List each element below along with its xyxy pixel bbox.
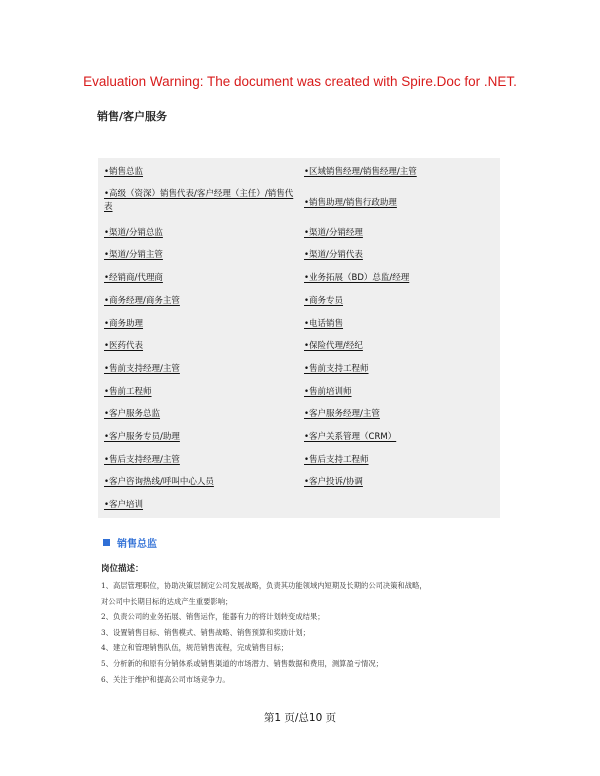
job-link[interactable]: •售前工程师 — [104, 387, 152, 397]
job-link[interactable]: •业务拓展（BD）总监/经理 — [304, 273, 410, 283]
job-link[interactable]: •高级（资深）销售代表/客户经理（主任）/销售代表 — [104, 189, 294, 212]
job-link[interactable]: •医药代表 — [104, 341, 144, 351]
section-title: 销售/客户服务 — [97, 110, 168, 123]
description-line: 5、分析新的和原有分销体系或销售渠道的市场潜力、销售数据和费用，测算盈亏情况； — [101, 658, 383, 668]
job-link[interactable]: •客户服务总监 — [104, 409, 161, 419]
job-category-panel — [98, 158, 500, 518]
description-body — [101, 578, 511, 687]
job-link[interactable]: •保险代理/经纪 — [304, 341, 363, 351]
job-link[interactable]: •售后支持工程师 — [304, 455, 369, 465]
job-link[interactable]: •渠道/分销代表 — [304, 250, 363, 260]
job-link[interactable]: •客户投诉/协调 — [304, 477, 363, 487]
job-link[interactable]: •客户培训 — [104, 500, 144, 510]
job-link[interactable]: •客户咨询热线/呼叫中心人员 — [104, 477, 214, 487]
job-link[interactable]: •经销商/代理商 — [104, 273, 163, 283]
job-link[interactable]: •渠道/分销主管 — [104, 250, 163, 260]
job-link[interactable]: •区域销售经理/销售经理/主管 — [304, 167, 417, 177]
job-link[interactable]: •销售助理/销售行政助理 — [304, 198, 397, 208]
job-link[interactable]: •客户关系管理（CRM） — [304, 432, 397, 442]
square-bullet-icon — [103, 539, 110, 546]
job-link[interactable]: •售前支持经理/主管 — [104, 364, 180, 374]
description-line: 对公司中长期目标的达成产生重要影响； — [101, 596, 233, 606]
job-link[interactable]: •销售总监 — [104, 167, 144, 177]
sub-heading-label: 销售总监 — [117, 539, 157, 550]
description-line: 6、关注于维护和提高公司市场竞争力。 — [101, 674, 230, 684]
evaluation-warning: Evaluation Warning: The document was created with Spire.Doc for .NET. — [83, 74, 517, 89]
job-link[interactable]: •售前培训师 — [304, 387, 352, 397]
job-link[interactable]: •电话销售 — [304, 319, 344, 329]
description-line: 1、高层管理职位，协助决策层制定公司发展战略，负责其功能领域内短期及长期的公司决策和战略， — [101, 581, 427, 590]
description-line: 2、负责公司的业务拓展、销售运作，能器有力的将计划转变成结果； — [101, 612, 325, 622]
description-title: 岗位描述： — [101, 564, 144, 574]
job-link[interactable]: •渠道/分销经理 — [304, 228, 363, 238]
job-link[interactable]: •商务专员 — [304, 296, 344, 306]
sub-heading — [103, 535, 157, 550]
description-line: 4、建立和管理销售队伍，规范销售流程，完成销售目标； — [101, 643, 289, 653]
job-link[interactable]: •客户服务专员/助理 — [104, 432, 180, 442]
job-link[interactable]: •渠道/分销总监 — [104, 228, 163, 238]
job-link[interactable]: •商务经理/商务主管 — [104, 296, 180, 306]
page-footer: 第1 页/总10 页 — [263, 712, 337, 724]
job-link[interactable]: •商务助理 — [104, 319, 144, 329]
job-link[interactable]: •售前支持工程师 — [304, 364, 369, 374]
job-link[interactable]: •客户服务经理/主管 — [304, 409, 380, 419]
description-line: 3、设置销售目标、销售模式、销售战略、销售预算和奖励计划； — [101, 627, 310, 637]
job-link[interactable]: •售后支持经理/主管 — [104, 455, 180, 465]
